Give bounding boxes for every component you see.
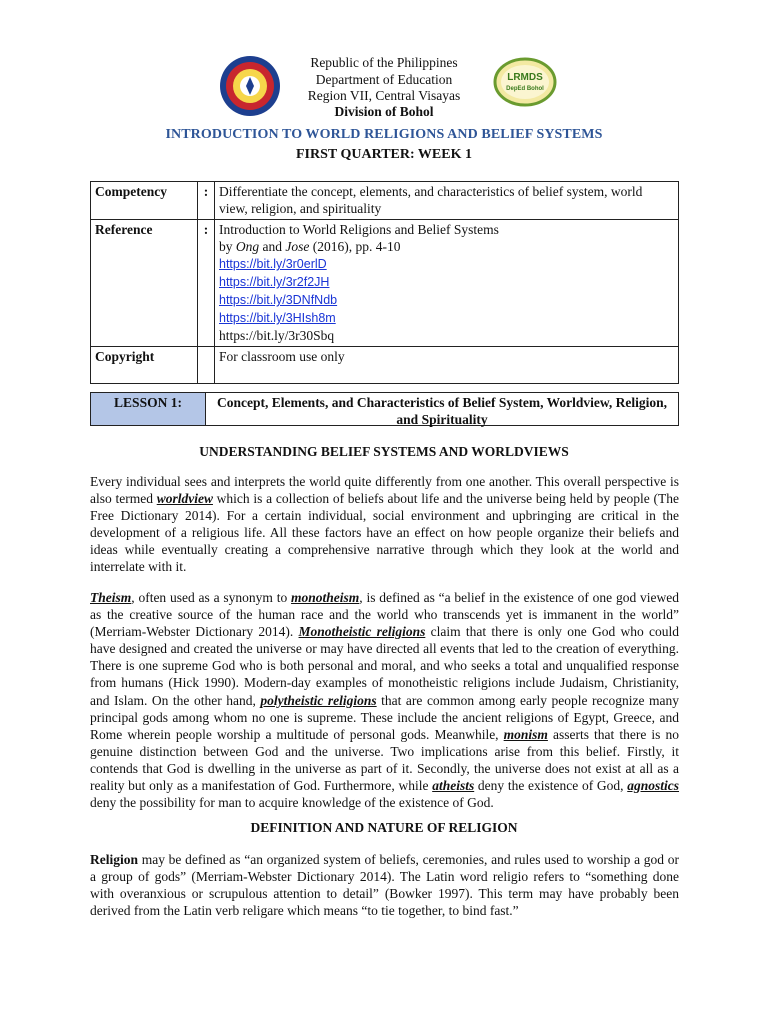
lesson-box xyxy=(90,392,679,426)
paragraph-theism: Theism, often used as a synonym to monotheism, is defined as “a belief in the existence of one god viewed as the creative source of the human race and the world who transcends yet is immanent in the world” (Merriam-Webster Dictionary 2014). Monotheistic religions claim that there is only one God who could have designed and created the universe or may have directed all events that led to the creation of everything. There is one supreme God who is both personal and moral, and who seeks a total and unqualified response from humans (Hick 1990). Modern-day examples of monotheistic religions include Judaism, Christianity, and Islam. On the other hand, polytheistic religions that are common among early people recognize many principal gods among whom no one is supreme. These include the ancient religions of Egypt, Greece, and Rome wherein people worship a multitude of personal gods. Meanwhile, monism asserts that there is no genuine distinction between God and the universe. Two implications arise from this belief. Firstly, it contends that God is dwelling in the universe as part of it. Secondly, the universe does not exist at all as a reality but only as a manifestation of God. Furthermore, while atheists deny the existence of God, agnostics deny the possibility for man to acquire knowledge of the existence of God. xyxy=(90,590,680,811)
competency-value: Differentiate the concept, elements, and characteristics of belief system, world view, religion, and spirituality xyxy=(215,182,679,220)
term-worldview: worldview xyxy=(156,491,213,507)
copyright-row xyxy=(91,347,679,384)
section-heading-belief-systems: UNDERSTANDING BELIEF SYSTEMS AND WORLDVIEWS xyxy=(199,444,569,459)
term-monism: monism xyxy=(503,726,548,742)
reference-link[interactable]: https://bit.ly/3HIsh8m xyxy=(219,311,336,325)
document-title: INTRODUCTION TO WORLD RELIGIONS AND BELIEF SYSTEMS xyxy=(165,127,603,142)
term-religion: Religion xyxy=(90,852,139,867)
paragraph-religion: Religion may be defined as “an organized system of beliefs, ceremonies, and rules used to worship a god or a group of gods” (Merriam-Webster Dictionary 2014). The Latin word religio refers to “something done with overanxious or scrupulous attention to detail” (Bowker 1997). This term may have probably been derived from the Latin verb religare which means “to tie together, to bind fast.” xyxy=(90,852,679,919)
colon: : xyxy=(198,182,215,220)
header-republic: Republic of the Philippines xyxy=(310,55,458,70)
competency-row xyxy=(91,182,679,220)
colon: : xyxy=(198,220,215,347)
term-polytheistic-religions: polytheistic religions xyxy=(260,692,377,708)
reference-book-title: Introduction to World Religions and Belief Systems xyxy=(219,222,499,237)
document-subtitle: FIRST QUARTER: WEEK 1 xyxy=(296,147,472,162)
lesson-title: Concept, Elements, and Characteristics of Belief System, Worldview, Religion, and Spirituality xyxy=(216,395,668,427)
reference-label: Reference xyxy=(91,220,198,347)
lesson-label: LESSON 1: xyxy=(91,393,206,425)
reference-link[interactable]: https://bit.ly/3r0erlD xyxy=(219,257,327,271)
header-region: Region VII, Central Visayas xyxy=(307,88,461,103)
term-agnostics: agnostics xyxy=(627,778,680,794)
copyright-label: Copyright xyxy=(91,347,198,384)
header-division: Division of Bohol xyxy=(334,104,434,119)
svg-text:LRMDS: LRMDS xyxy=(507,72,543,83)
svg-text:DepEd Bohol: DepEd Bohol xyxy=(506,86,544,92)
info-table xyxy=(90,181,679,384)
reference-value xyxy=(215,220,679,347)
term-monotheism: monotheism xyxy=(291,590,360,605)
reference-plain-link: https://bit.ly/3r30Sbq xyxy=(219,328,335,343)
paragraph-worldview: Every individual sees and interprets the world quite differently from one another. This overall perspective is also termed worldview which is a collection of beliefs about life and the universe being held by people (The Free Dictionary 2014). For a certain individual, social environment and upbringing are critical in the development of a religious life. All these factors have an effect on how people organize their beliefs and ideas while eventually creating a comprehensive narrative through which they look at the world and interrelate with it. xyxy=(90,474,679,575)
reference-link[interactable]: https://bit.ly/3DNfNdb xyxy=(219,293,338,307)
colon-empty xyxy=(198,347,215,384)
reference-link[interactable]: https://bit.ly/3r2f2JH xyxy=(219,275,330,289)
section-heading-religion: DEFINITION AND NATURE OF RELIGION xyxy=(250,820,518,835)
term-theism: Theism xyxy=(90,590,132,605)
term-atheists: atheists xyxy=(432,778,475,794)
reference-authors: by Ong and Jose (2016), pp. 4-10 xyxy=(219,239,401,254)
copyright-value: For classroom use only xyxy=(215,347,679,384)
competency-label: Competency xyxy=(91,182,198,220)
reference-row xyxy=(91,220,679,347)
term-monotheistic-religions: Monotheistic religions xyxy=(298,624,426,640)
header-department: Department of Education xyxy=(315,71,453,87)
